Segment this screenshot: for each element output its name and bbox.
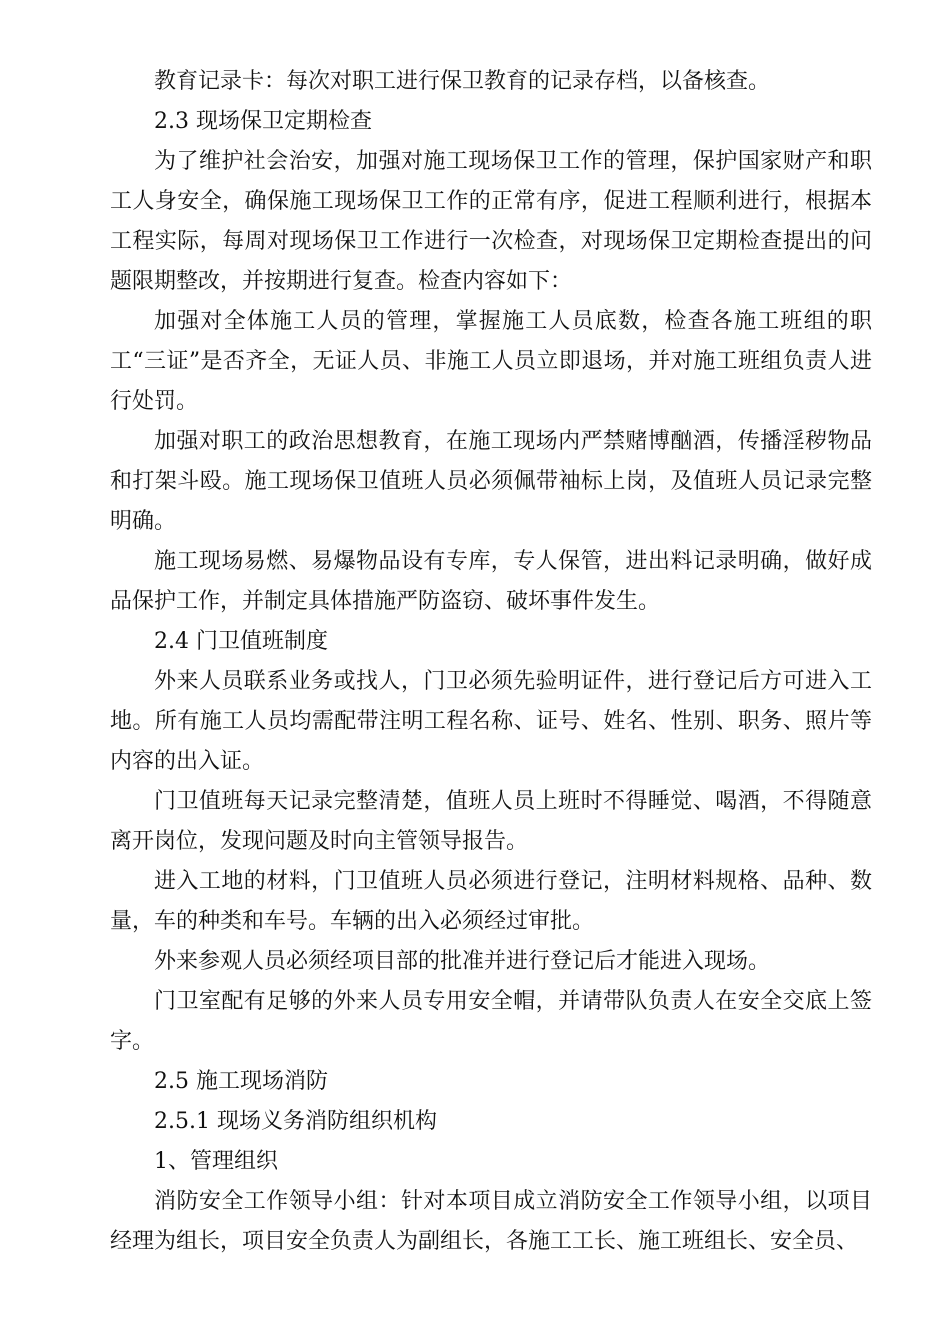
paragraph: 教育记录卡：每次对职工进行保卫教育的记录存档，以备核查。 [154,69,771,94]
paragraph: 门卫室配有足够的外来人员专用安全帽，并请带队负责人在安全交底上签字。 [110,989,872,1054]
paragraph: 外来人员联系业务或找人，门卫必须先验明证件，进行登记后方可进入工地。所有施工人员均需配带注明工程名称、证号、姓名、性别、职务、照片等内容的出入证。 [110,669,872,774]
subsection-heading: 2.5.1 现场义务消防组织机构 [154,1109,437,1134]
document-body [110,62,872,1262]
paragraph: 消防安全工作领导小组：针对本项目成立消防安全工作领导小组，以项目经理为组长，项目安全负责人为副组长，各施工工长、施工班组长、安全员、 [110,1189,872,1254]
paragraph: 进入工地的材料，门卫值班人员必须进行登记，注明材料规格、品种、数量，车的种类和车号。车辆的出入必须经过审批。 [110,869,872,934]
section-heading: 2.5 施工现场消防 [154,1069,328,1094]
paragraph: 外来参观人员必须经项目部的批准并进行登记后才能进入现场。 [154,949,771,974]
paragraph: 加强对职工的政治思想教育，在施工现场内严禁赌博酗酒，传播淫秽物品和打架斗殴。施工现场保卫值班人员必须佩带袖标上岗，及值班人员记录完整明确。 [110,429,872,534]
paragraph: 施工现场易燃、易爆物品设有专库，专人保管，进出料记录明确，做好成品保护工作，并制定具体措施严防盗窃、破坏事件发生。 [110,549,872,614]
paragraph: 加强对全体施工人员的管理，掌握施工人员底数，检查各施工班组的职工“三证”是否齐全，无证人员、非施工人员立即退场，并对施工班组负责人进行处罚。 [110,309,872,414]
section-heading: 2.4 门卫值班制度 [154,629,328,654]
paragraph: 门卫值班每天记录完整清楚，值班人员上班时不得睡觉、喝酒，不得随意离开岗位，发现问题及时向主管领导报告。 [110,789,872,854]
list-heading: 1、管理组织 [154,1149,278,1174]
section-heading: 2.3 现场保卫定期检查 [154,109,372,134]
paragraph: 为了维护社会治安，加强对施工现场保卫工作的管理，保护国家财产和职工人身安全，确保施工现场保卫工作的正常有序，促进工程顺利进行，根据本工程实际，每周对现场保卫工作进行一次检查，对现场保卫定期检查提出的问题限期整改，并按期进行复查。检查内容如下： [110,149,872,294]
